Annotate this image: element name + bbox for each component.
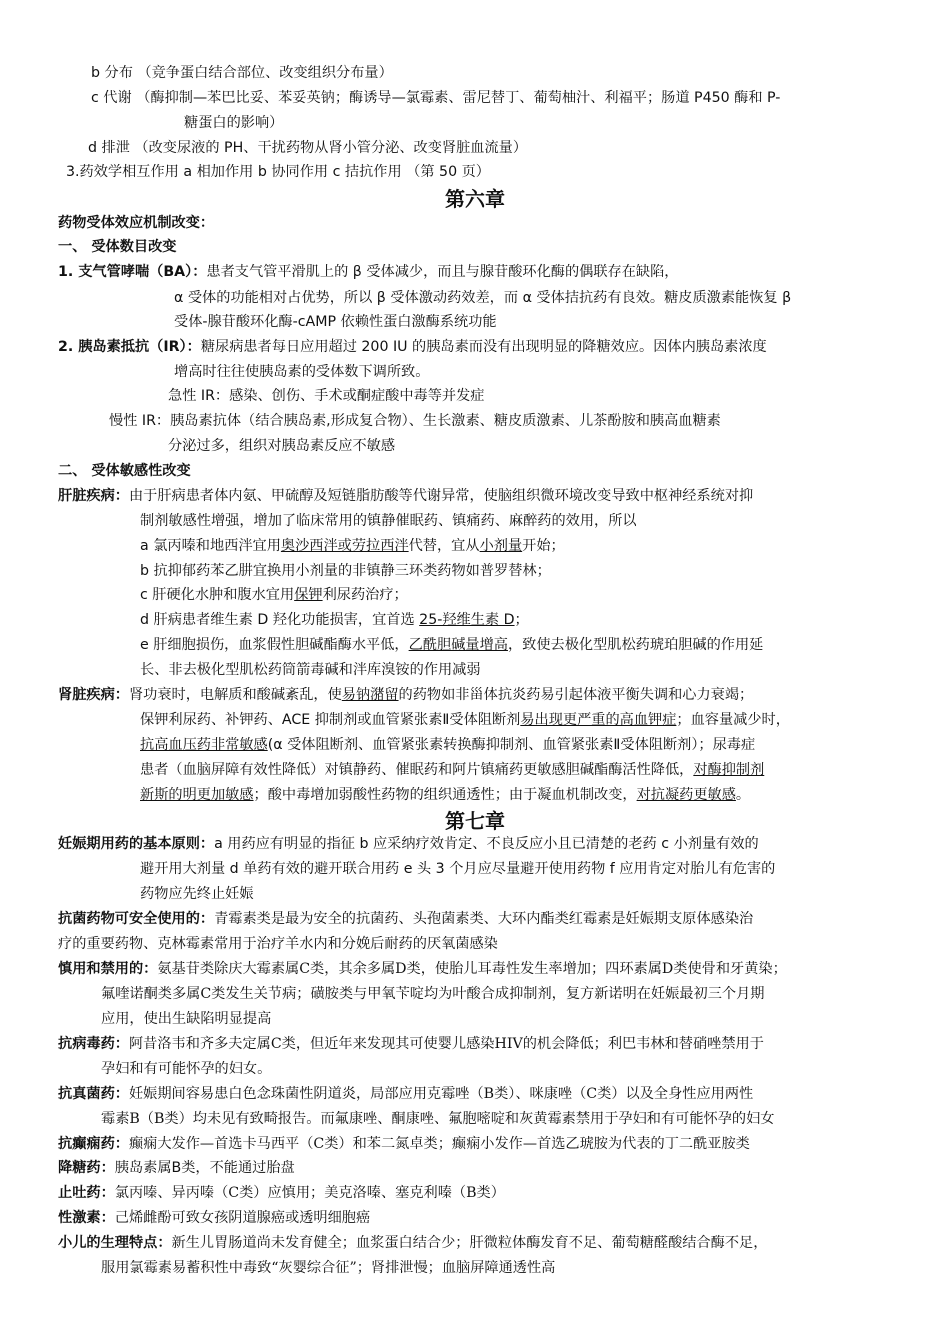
text-line: 霉素B（B类）均未见有致畸报告。而氟康唑、酮康唑、氟胞嘧啶和灰黄霉素禁用于孕妇和有可能怀孕的妇女 (101, 1111, 775, 1127)
text-line: b 分布 （竞争蛋白结合部位、改变组织分布量） (91, 65, 393, 81)
text-line: 抗病毒药：阿昔洛韦和齐多夫定属C类，但近年来发现其可使婴儿感染HIV的机会降低；利巴韦林和替硝唑禁用于 (58, 1036, 764, 1052)
text-line: c 代谢 （酶抑制—苯巴比妥、苯妥英钠；酶诱导—氯霉素、雷尼替丁、葡萄柚汁、利福平；肠道 P450 酶和 P- (91, 90, 781, 106)
text-line: 抗癫痫药：癫痫大发作—首选卡马西平（C类）和苯二氮卓类；癫痫小发作—首选乙琥胺为代表的丁二酰亚胺类 (58, 1136, 750, 1152)
text-line: d 肝病患者维生素 D 羟化功能损害，宜首选 25-羟维生素 D； (140, 612, 529, 628)
text-line: b 抗抑郁药苯乙肼宜换用小剂量的非镇静三环类药物如普罗替林； (140, 563, 551, 579)
text-line: 长、非去极化型肌松药筒箭毒碱和泮库溴铵的作用减弱 (140, 662, 481, 678)
text-line: 急性 IR：感染、创伤、手术或酮症酸中毒等并发症 (168, 388, 485, 404)
chapter-6-title: 第六章 (445, 187, 505, 211)
text-line: 抗真菌药：妊娠期间容易患白色念珠菌性阴道炎，局部应用克霉唑（B类）、咪康唑（C类）以及全身性应用两性 (58, 1086, 754, 1102)
text-line: 性激素：己烯雌酚可致女孩阴道腺癌或透明细胞癌 (58, 1210, 371, 1226)
chapter-7-title: 第七章 (445, 809, 505, 833)
text-line: 保钾利尿药、补钾药、ACE 抑制剂或血管紧张素Ⅱ受体阻断剂易出现更严重的高血钾症；血容量减少时， (140, 712, 790, 728)
text-line: 肝脏疾病：由于肝病患者体内氨、甲硫醇及短链脂肪酸等代谢异常，使脑组织微环境改变导致中枢神经系统对抑 (58, 488, 754, 504)
text-line: 止吐药：氯丙嗪、异丙嗪（C类）应慎用；美克洛嗪、塞克利嗪（B类） (58, 1185, 505, 1201)
text-line: 抗高血压药非常敏感(α 受体阻断剂、血管紧张素转换酶抑制剂、血管紧张素Ⅱ受体阻断剂）；尿毒症 (140, 737, 756, 753)
text-line: 糖蛋白的影响） (184, 115, 284, 131)
text-line: 新斯的明更加敏感；酸中毒增加弱酸性药物的组织通透性；由于凝血机制改变，对抗凝药更敏感。 (140, 787, 751, 803)
text-line: d 排泄 （改变尿液的 PH、干扰药物从肾小管分泌、改变肾脏血流量） (88, 140, 528, 156)
text-line: 制剂敏感性增强，增加了临床常用的镇静催眠药、镇痛药、麻醉药的效用，所以 (140, 513, 637, 529)
text-line: 受体-腺苷酸环化酶-cAMP 依赖性蛋白激酶系统功能 (174, 314, 497, 330)
text-line: 妊娠期用药的基本原则：a 用药应有明显的指征 b 应采纳疗效肯定、不良反应小且已清楚的老药 c 小剂量有效的 (58, 836, 759, 852)
text-line: 增高时往往使胰岛素的受体数下调所致。 (174, 364, 430, 380)
subsection-heading: 二、 受体敏感性改变 (58, 463, 191, 479)
text-line: 疗的重要药物、克林霉素常用于治疗羊水内和分娩后耐药的厌氧菌感染 (58, 936, 498, 952)
subsection-heading: 一、 受体数目改变 (58, 239, 177, 255)
text-line: 药物应先终止妊娠 (140, 886, 254, 902)
text-line: 抗菌药物可安全使用的：青霉素类是最为安全的抗菌药、头孢菌素类、大环内酯类红霉素是妊娠期支原体感染治 (58, 911, 754, 927)
section-heading: 药物受体效应机制改变： (58, 215, 215, 231)
text-line: α 受体的功能相对占优势，所以 β 受体激动药效差，而 α 受体拮抗药有良效。糖皮质激素能恢复 β (174, 290, 792, 306)
text-line: 服用氯霉素易蓄积性中毒致“灰婴综合征”；肾排泄慢；血脑屏障通透性高 (101, 1260, 556, 1276)
text-line: 降糖药：胰岛素属B类，不能通过胎盘 (58, 1160, 295, 1176)
text-line: 避开用大剂量 d 单药有效的避开联合用药 e 头 3 个月应尽量避开使用药物 f 应用肯定对胎儿有危害的 (140, 861, 776, 877)
text-line: 小儿的生理特点：新生儿胃肠道尚未发育健全；血浆蛋白结合少；肝微粒体酶发育不足、葡萄糖醛酸结合酶不足， (58, 1235, 768, 1251)
text-line: 慢性 IR：胰岛素抗体（结合胰岛素,形成复合物）、生长激素、糖皮质激素、儿茶酚胺和胰高血糖素 (109, 413, 721, 429)
text-line: a 氯丙嗪和地西泮宜用奥沙西泮或劳拉西泮代替，宜从小剂量开始； (140, 538, 565, 554)
text-line: e 肝细胞损伤，血浆假性胆碱酯酶水平低，乙酰胆碱量增高，致使去极化型肌松药琥珀胆碱的作用延 (140, 637, 764, 653)
text-line: 3.药效学相互作用 a 相加作用 b 协同作用 c 拮抗作用 （第 50 页） (66, 164, 490, 180)
text-line: 分泌过多，组织对胰岛素反应不敏感 (168, 438, 396, 454)
text-line: 氟喹诺酮类多属C类发生关节病；磺胺类与甲氧苄啶均为叶酸合成抑制剂，复方新诺明在妊娠最初三个月期 (101, 986, 765, 1002)
text-line: 患者（血脑屏障有效性降低）对镇静药、催眠药和阿片镇痛药更敏感胆碱酯酶活性降低，对酶抑制剂 (140, 762, 765, 778)
text-line: 1. 支气管哮喘（BA）：患者支气管平滑肌上的 β 受体减少，而且与腺苷酸环化酶的偶联存在缺陷， (58, 264, 679, 280)
text-line: c 肝硬化水肿和腹水宜用保钾利尿药治疗； (140, 587, 408, 603)
text-line: 应用，使出生缺陷明显提高 (101, 1011, 272, 1027)
text-line: 慎用和禁用的：氨基苷类除庆大霉素属C类，其余多属D类，使胎儿耳毒性发生率增加；四环素属D类使骨和牙黄染； (58, 961, 787, 977)
text-line: 2. 胰岛素抵抗（IR）：糖尿病患者每日应用超过 200 IU 的胰岛素而没有出现明显的降糖效应。因体内胰岛素浓度 (58, 339, 767, 355)
text-line: 孕妇和有可能怀孕的妇女。 (101, 1061, 272, 1077)
text-line: 肾脏疾病：肾功衰时，电解质和酸碱紊乱，使易钠潴留的药物如非甾体抗炎药易引起体液平衡失调和心力衰竭； (58, 687, 754, 703)
